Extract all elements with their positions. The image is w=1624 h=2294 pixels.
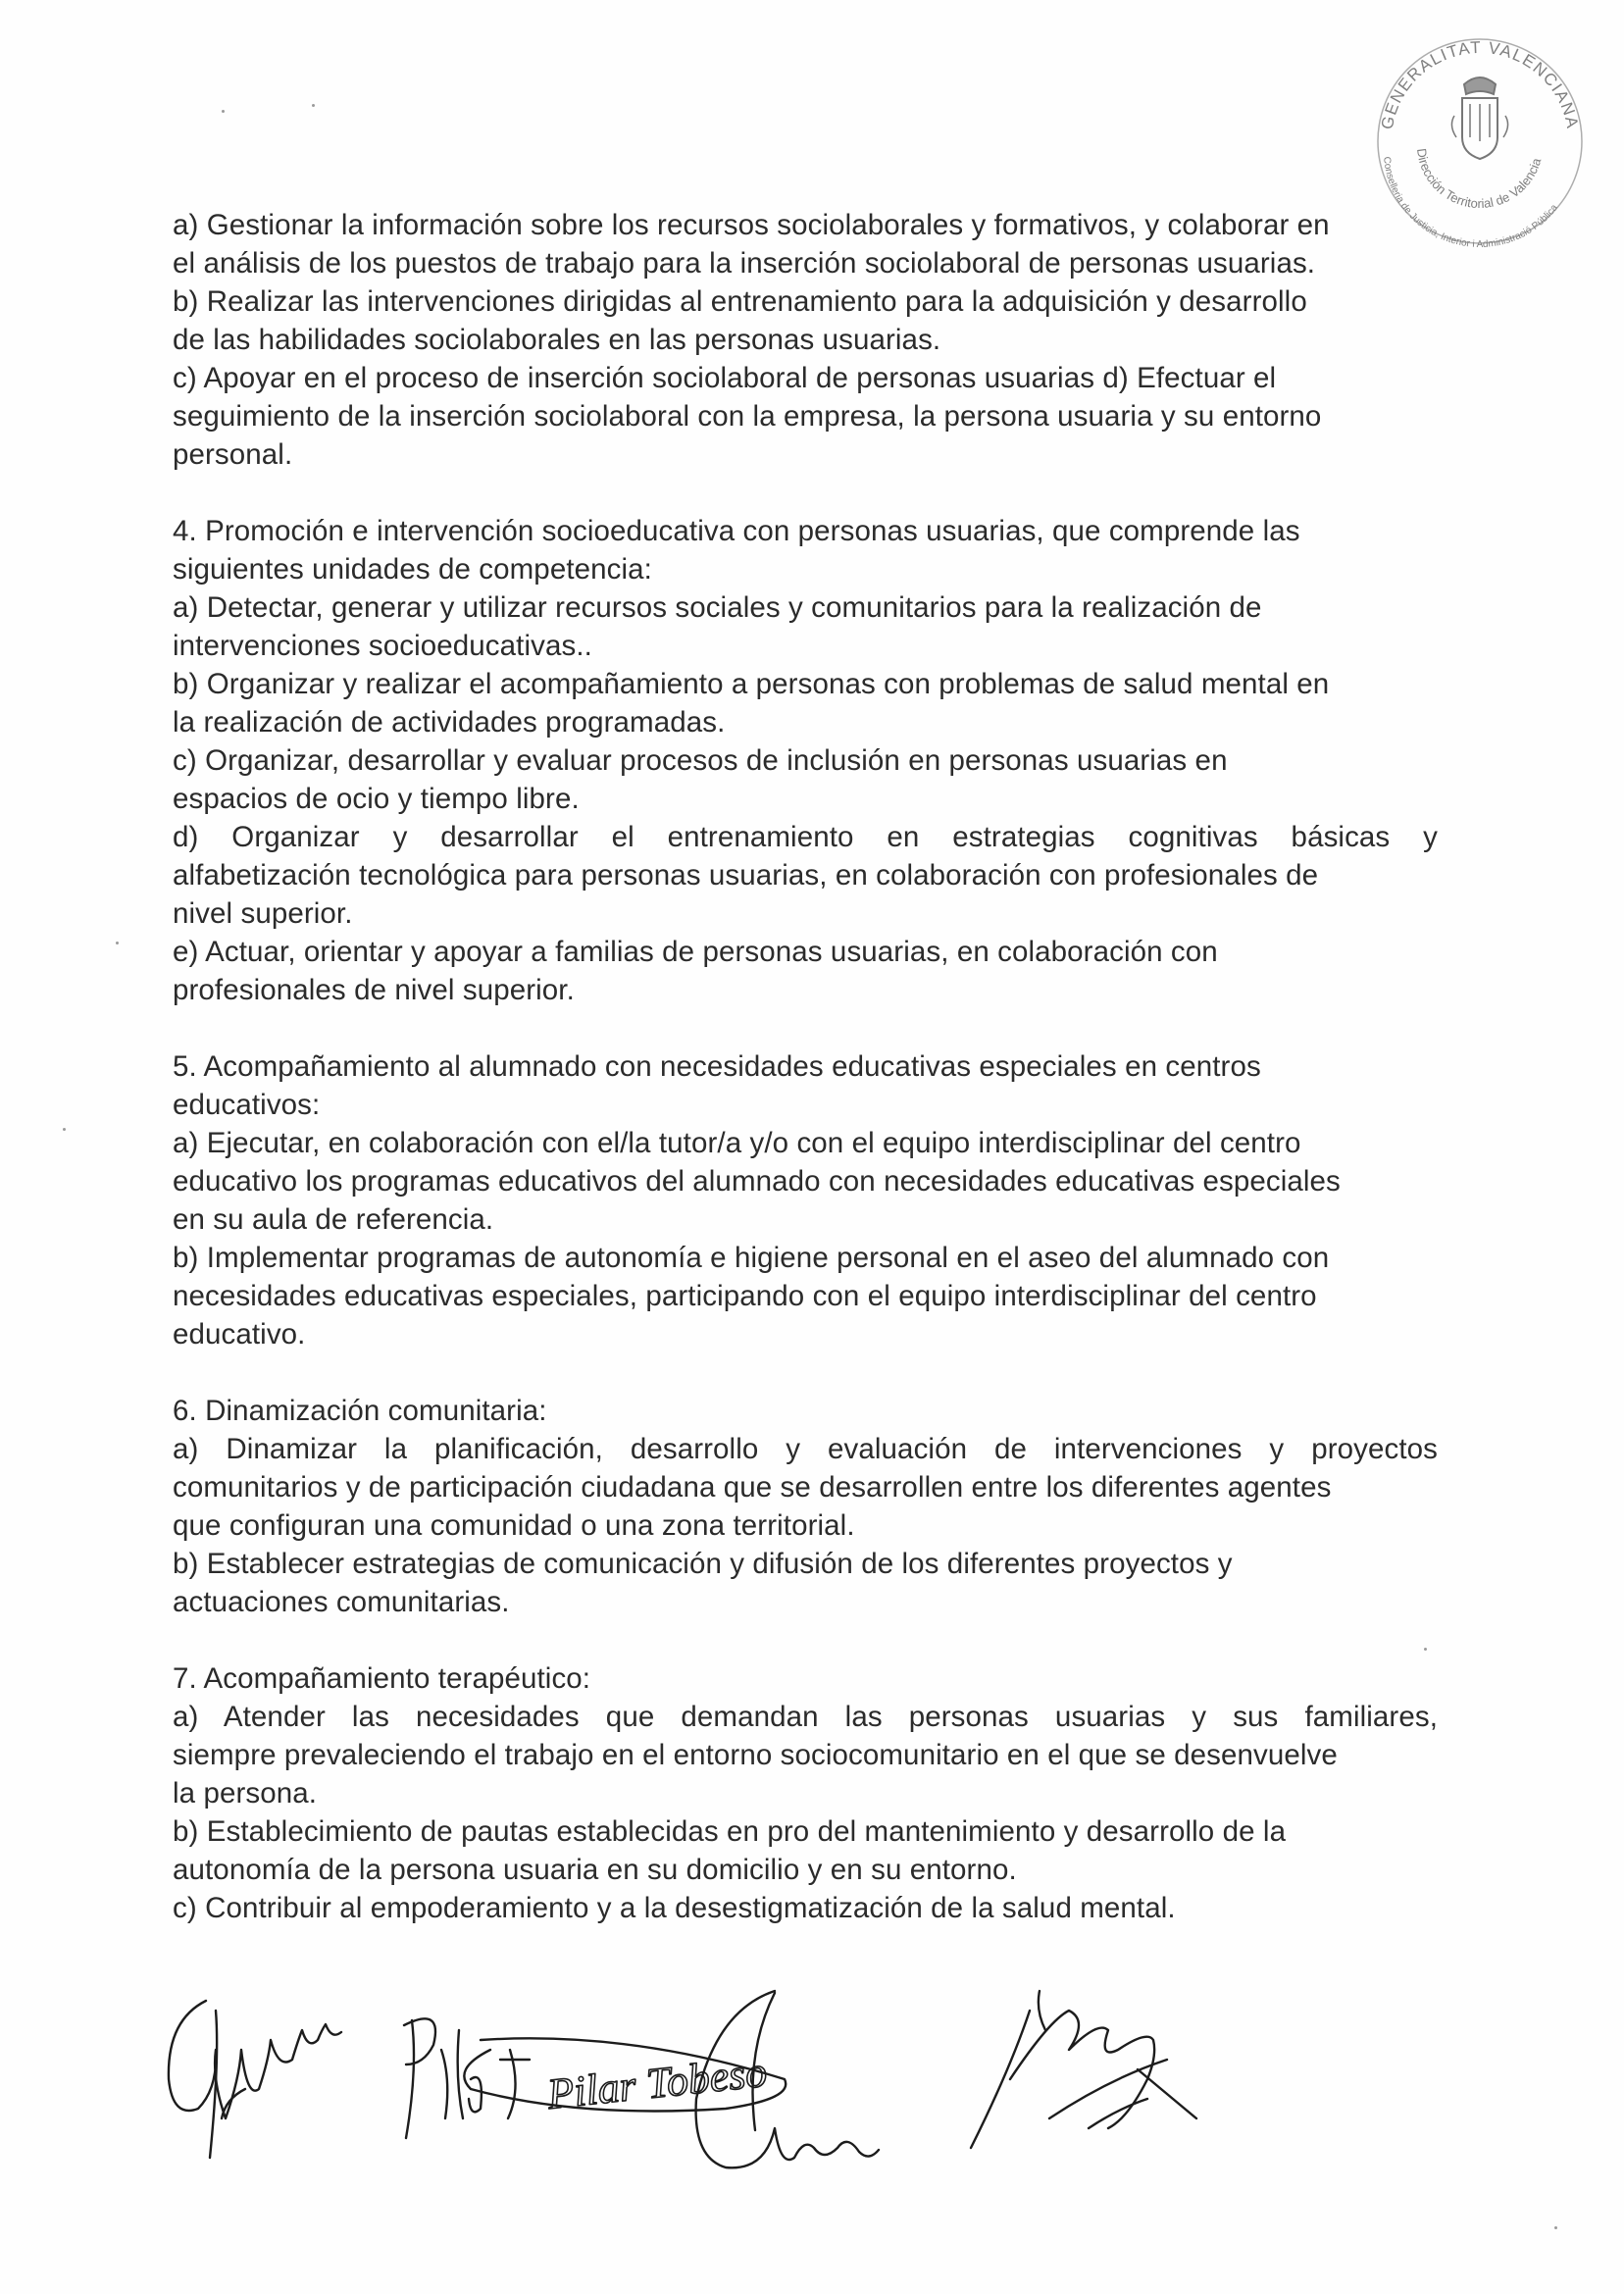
scan-speck bbox=[312, 104, 315, 107]
scan-speck bbox=[1424, 1648, 1427, 1651]
text-line: b) Organizar y realizar el acompañamiento a personas con problemas de salud mental en bbox=[173, 668, 1330, 700]
section-heading: 5. Acompañamiento al alumnado con necesidades educativas especiales en centros bbox=[173, 1050, 1261, 1083]
section-heading: 6. Dinamización comunitaria: bbox=[173, 1395, 547, 1427]
text-line: e) Actuar, orientar y apoyar a familias de personas usuarias, en colaboración con bbox=[173, 936, 1218, 968]
text-line: comunitarios y de participación ciudadana que se desarrollen entre los diferentes agentes bbox=[173, 1471, 1332, 1504]
text-line: nivel superior. bbox=[173, 897, 353, 930]
text-line: intervenciones socioeducativas.. bbox=[173, 630, 592, 662]
coat-of-arms-icon bbox=[1451, 77, 1507, 159]
text-line: educativo los programas educativos del alumnado con necesidades educativas especiales bbox=[173, 1165, 1341, 1198]
text-line: profesionales de nivel superior. bbox=[173, 974, 575, 1006]
text-line: b) Implementar programas de autonomía e higiene personal en el aseo del alumnado con bbox=[173, 1242, 1330, 1274]
text-line: educativos: bbox=[173, 1089, 321, 1121]
text-line: de las habilidades sociolaborales en las personas usuarias. bbox=[173, 324, 941, 356]
section-4 bbox=[173, 512, 1438, 1009]
stamp-inner-text: Dirección Territorial de Valencia bbox=[1413, 147, 1545, 212]
text-line: a) Dinamizar la planificación, desarrollo y evaluación de intervenciones y proyectos bbox=[173, 1433, 1438, 1465]
text-line: a) Atender las necesidades que demandan las personas usuarias y sus familiares, bbox=[173, 1701, 1438, 1733]
text-line: a) Gestionar la información sobre los recursos sociolaborales y formativos, y colaborar en bbox=[173, 209, 1330, 241]
text-line: necesidades educativas especiales, participando con el equipo interdisciplinar del centro bbox=[173, 1280, 1317, 1312]
text-line: siguientes unidades de competencia: bbox=[173, 553, 652, 586]
text-line: autonomía de la persona usuaria en su domicilio y en su entorno. bbox=[173, 1854, 1017, 1886]
text-line: b) Establecer estrategias de comunicación y difusión de los diferentes proyectos y bbox=[173, 1548, 1233, 1580]
text-line: personal. bbox=[173, 438, 293, 471]
stamp-bottom-text: Conselleria de Justicia, Interior i Administració Pública bbox=[1381, 156, 1560, 250]
text-line: el análisis de los puestos de trabajo para la inserción sociolaboral de personas usuarias. bbox=[173, 247, 1316, 280]
scan-speck bbox=[1554, 2226, 1557, 2229]
text-line: c) Organizar, desarrollar y evaluar procesos de inclusión en personas usuarias en bbox=[173, 744, 1228, 777]
signature-2-text: Pilar Tobeso bbox=[544, 2047, 770, 2118]
text-line: la realización de actividades programadas. bbox=[173, 706, 726, 739]
section-5 bbox=[173, 1047, 1438, 1353]
scan-speck bbox=[63, 1128, 66, 1131]
scan-speck bbox=[222, 110, 225, 113]
text-line: siempre prevaleciendo el trabajo en el entorno sociocomunitario en el que se desenvuelve bbox=[173, 1739, 1338, 1771]
text-line: c) Apoyar en el proceso de inserción sociolaboral de personas usuarias d) Efectuar el bbox=[173, 362, 1277, 394]
text-line: b) Establecimiento de pautas establecidas en pro del mantenimiento y desarrollo de la bbox=[173, 1815, 1287, 1848]
text-line: alfabetización tecnológica para personas usuarias, en colaboración con profesionales de bbox=[173, 859, 1319, 892]
text-line: b) Realizar las intervenciones dirigidas al entrenamiento para la adquisición y desarrollo bbox=[173, 285, 1307, 318]
text-line: actuaciones comunitarias. bbox=[173, 1586, 510, 1618]
text-line: la persona. bbox=[173, 1777, 318, 1810]
text-line: a) Ejecutar, en colaboración con el/la tutor/a y/o con el equipo interdisciplinar del centro bbox=[173, 1127, 1301, 1159]
text-line: d) Organizar y desarrollar el entrenamiento en estrategias cognitivas básicas y bbox=[173, 821, 1438, 853]
text-line: en su aula de referencia. bbox=[173, 1203, 494, 1236]
text-line: que configuran una comunidad o una zona territorial. bbox=[173, 1509, 855, 1542]
stamp-top-text: GENERALITAT VALENCIANA bbox=[1377, 37, 1583, 131]
intro-block bbox=[173, 206, 1438, 474]
scan-speck bbox=[116, 942, 119, 944]
signatures-block bbox=[147, 1971, 1324, 2177]
text-line: a) Detectar, generar y utilizar recursos sociales y comunitarios para la realización de bbox=[173, 591, 1262, 624]
text-line: educativo. bbox=[173, 1318, 306, 1351]
text-line: c) Contribuir al empoderamiento y a la desestigmatización de la salud mental. bbox=[173, 1892, 1176, 1924]
text-line: espacios de ocio y tiempo libre. bbox=[173, 783, 580, 815]
text-line: seguimiento de la inserción sociolaboral con la empresa, la persona usuaria y su entorno bbox=[173, 400, 1322, 433]
document-body bbox=[173, 206, 1438, 1927]
section-7 bbox=[173, 1659, 1438, 1927]
signature-4 bbox=[971, 1991, 1196, 2148]
signature-1 bbox=[169, 2001, 341, 2158]
section-heading: 7. Acompañamiento terapéutico: bbox=[173, 1662, 591, 1695]
section-6 bbox=[173, 1392, 1438, 1621]
section-heading: 4. Promoción e intervención socioeducativa con personas usuarias, que comprende las bbox=[173, 515, 1300, 547]
